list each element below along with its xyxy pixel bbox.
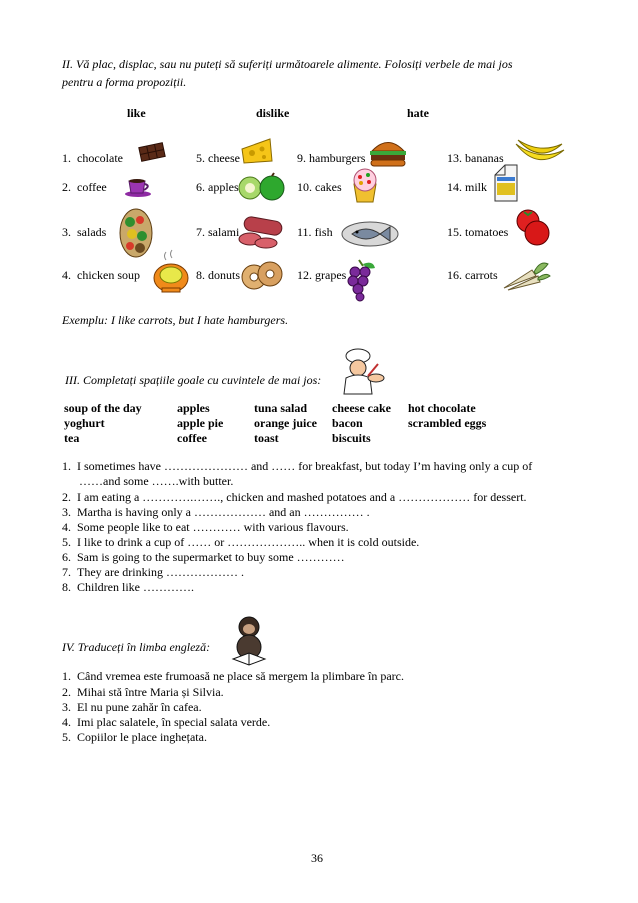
food-item: 14. milk: [447, 180, 488, 194]
fill-in-sentence: 6. Sam is going to the supermarket to buy some …………: [62, 550, 345, 564]
translation-sentence: 3. El nu pune zahăr în cafea.: [62, 700, 202, 714]
word-bank-column: [408, 401, 486, 431]
food-item: 5. cheese: [196, 151, 240, 165]
tomatoes-icon: [514, 208, 552, 246]
food-name: bananas: [465, 151, 504, 165]
section2-instruction-line2: pentru a forma propoziții.: [62, 75, 187, 89]
food-item: 13. bananas: [447, 151, 504, 165]
verb-like: like: [127, 106, 146, 120]
food-name: carrots: [465, 268, 498, 282]
word-bank-word: coffee: [177, 431, 207, 445]
food-name: donuts: [208, 268, 241, 282]
food-name: tomatoes: [465, 225, 509, 239]
donuts-icon: [240, 260, 284, 292]
word-bank-word: hot chocolate: [408, 401, 476, 415]
page-number: 36: [311, 851, 323, 865]
word-bank-word: apples: [177, 401, 210, 415]
word-bank-word: scrambled eggs: [408, 416, 487, 430]
food-name: apples: [208, 180, 239, 194]
fill-in-sentence: 5. I like to drink a cup of …… or ……………….. when it is cold outside.: [62, 535, 420, 549]
word-bank-word: soup of the day: [64, 401, 142, 415]
food-item: 4. chicken soup: [62, 268, 140, 282]
section3-title: III. Completați spațiile goale cu cuvintele de mai jos:: [65, 373, 322, 387]
verb-hate: hate: [407, 106, 429, 120]
food-item: 15. tomatoes: [447, 225, 509, 239]
carrots-icon: [500, 258, 552, 292]
translation-sentence: 2. Mihai stă între Maria și Silvia.: [62, 685, 224, 699]
section2-example: Exemplu: I like carrots, but I hate hamburgers.: [62, 313, 289, 327]
section2-instruction-line1: II. Vă plac, displac, sau nu puteți să suferiți următoarele alimente. Folosiți verbele de mai jos: [62, 57, 513, 71]
word-bank-word: tea: [64, 431, 80, 445]
food-name: milk: [465, 180, 488, 194]
reading-monkey-icon: [225, 615, 273, 667]
food-name: cakes: [315, 180, 342, 194]
fill-in-sentence: 2. I am eating a ………….……., chicken and mashed potatoes and a ……………… for dessert.: [62, 490, 527, 504]
fish-icon: [340, 216, 400, 248]
food-name: chicken soup: [77, 268, 140, 282]
food-item: 8. donuts: [196, 268, 241, 282]
translation-sentence: 5. Copiilor le place inghețata.: [62, 730, 207, 744]
food-item: 1. chocolate: [62, 151, 123, 165]
word-bank-column: [177, 401, 223, 446]
chocolate-icon: [137, 140, 167, 164]
translation-sentence: 4. Imi plac salatele, în special salata verde.: [62, 715, 271, 729]
food-item: 2. coffee: [62, 180, 107, 194]
fill-in-sentence-continuation: ……and some …….with butter.: [79, 474, 234, 488]
fill-in-sentence: 4. Some people like to eat ………… with various flavours.: [62, 520, 349, 534]
food-item: 12. grapes: [297, 268, 347, 282]
fill-in-sentence: 8. Children like ………….: [62, 580, 194, 594]
section4-title: IV. Traduceți în limba engleză:: [62, 640, 211, 654]
cake-icon: [348, 168, 382, 204]
word-bank-word: cheese cake: [332, 401, 391, 415]
food-item: 11. fish: [297, 225, 333, 239]
salami-icon: [238, 215, 286, 249]
hamburger-icon: [368, 138, 408, 168]
food-item: 6. apples: [196, 180, 239, 194]
verb-dislike: dislike: [256, 106, 290, 120]
food-item: 16. carrots: [447, 268, 498, 282]
word-bank-word: tuna salad: [254, 401, 308, 415]
word-bank-word: toast: [254, 431, 279, 445]
coffee-cup-icon: [124, 175, 152, 197]
chef-icon: [336, 348, 386, 396]
food-item: 9. hamburgers: [297, 151, 366, 165]
fill-in-sentence: 3. Martha is having only a ……………… and an …………… .: [62, 505, 370, 519]
food-item: 10. cakes: [297, 180, 342, 194]
food-name: salami: [208, 225, 240, 239]
word-bank-word: yoghurt: [64, 416, 105, 430]
word-bank-column: [64, 401, 142, 446]
food-name: cheese: [208, 151, 240, 165]
soup-bowl-icon: [152, 248, 192, 294]
word-bank-column: [332, 401, 391, 446]
apples-icon: [236, 173, 288, 201]
food-name: fish: [314, 225, 333, 239]
cheese-icon: [240, 137, 274, 165]
food-name: grapes: [315, 268, 347, 282]
food-name: chocolate: [77, 151, 123, 165]
fill-in-sentence: 7. They are drinking ……………… .: [62, 565, 244, 579]
word-bank-word: orange juice: [254, 416, 317, 430]
word-bank-word: biscuits: [332, 431, 371, 445]
word-bank-word: apple pie: [177, 416, 224, 430]
milk-carton-icon: [491, 163, 521, 203]
food-name: salads: [77, 225, 107, 239]
food-name: hamburgers: [309, 151, 366, 165]
word-bank-word: bacon: [332, 416, 363, 430]
food-item: 7. salami: [196, 225, 240, 239]
food-name: coffee: [77, 180, 107, 194]
grapes-icon: [345, 258, 379, 302]
word-bank-column: [254, 401, 317, 446]
food-item: 3. salads: [62, 225, 107, 239]
translation-sentence: 1. Când vremea este frumoasă ne place să mergem la plimbare în parc.: [62, 669, 404, 683]
salad-icon: [118, 208, 154, 258]
fill-in-sentence: 1. I sometimes have ………………… and …… for breakfast, but today I’m having only a cup of: [62, 459, 533, 473]
